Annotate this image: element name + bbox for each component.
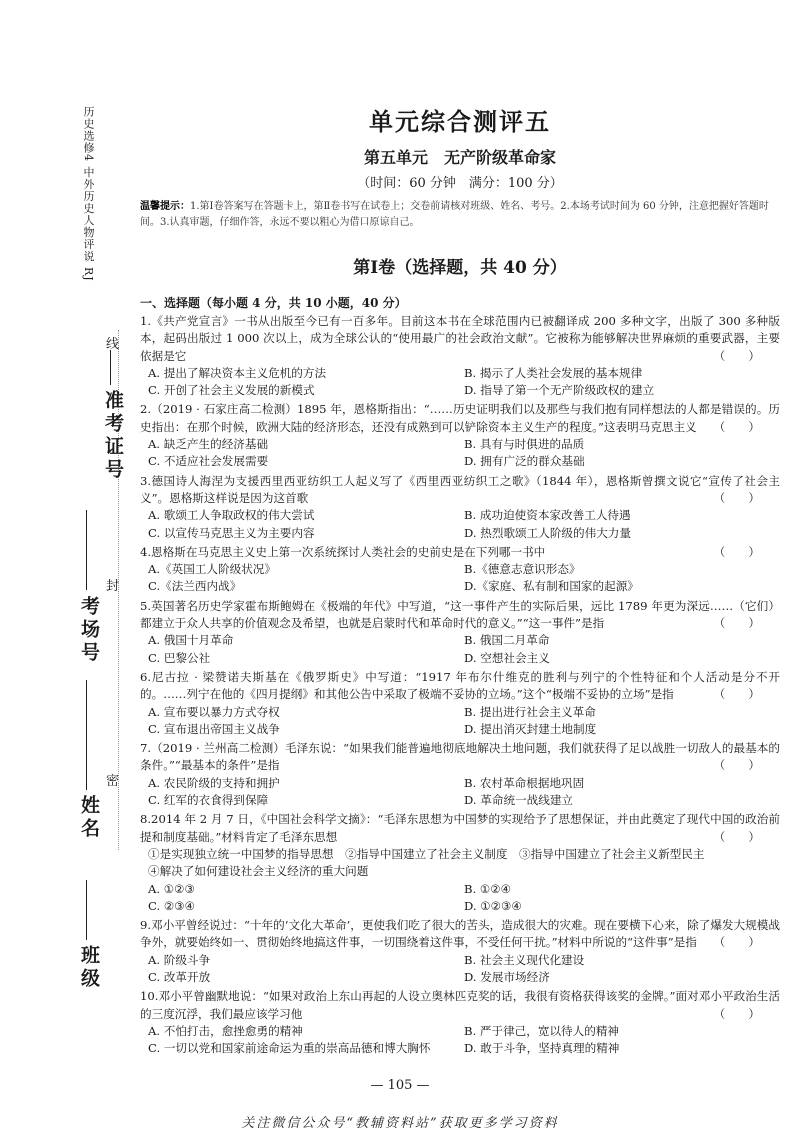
question-stem <box>140 811 780 846</box>
question-stem-text: 5.英国著名历史学家霍布斯鲍姆在《极端的年代》中写道，“这一事件产生的实际后果，远比 1789 年更为深远……（它们）都建立于众人共享的价值观念及希望，也就是启蒙时代和革命时代的意义。”“这一事件”是指 <box>140 598 780 631</box>
exam-room-blank[interactable] <box>86 510 87 590</box>
exam-room-label: 考场号 <box>78 596 100 665</box>
question-stem <box>140 740 780 775</box>
option-c[interactable]: C. 红军的衣食得到保障 <box>148 793 269 808</box>
question-1 <box>140 313 780 399</box>
option-a[interactable]: A. 缺乏产生的经济基础 <box>148 437 269 452</box>
question-stem-text: 3.德国诗人海涅为支援西里西亚纺织工人起义写了《西里西亚纺织工之歌》（1844 年），恩格斯曾撰文说它“宣传了社会主义”。恩格斯这样说是因为这首歌 <box>140 473 780 505</box>
option-b[interactable]: B. 社会主义现代化建设 <box>464 952 585 967</box>
exam-tips <box>140 199 780 231</box>
exam-title: 单元综合测评五 <box>369 107 551 136</box>
binding-sidebar <box>0 0 128 1138</box>
option-b[interactable]: B. 揭示了人类社会发展的基本规律 <box>464 365 643 380</box>
answer-paren[interactable]: （ ） <box>713 935 760 950</box>
question-options <box>140 704 780 739</box>
unit-subtitle: 第五单元 无产阶级革命家 <box>363 148 556 167</box>
question-stem <box>140 401 780 436</box>
exam-id-blank[interactable] <box>110 350 111 385</box>
question-options <box>140 632 780 667</box>
question-5 <box>140 598 780 667</box>
question-options <box>140 952 780 987</box>
answer-paren[interactable]: （ ） <box>713 616 760 631</box>
class-blank[interactable] <box>86 880 87 940</box>
question-6 <box>140 669 780 738</box>
option-d[interactable]: D. 敢于斗争，坚持真理的精神 <box>464 1041 620 1056</box>
question-stem <box>140 473 780 508</box>
question-stem-text: 1.《共产党宣言》一书从出版至今已有一百多年。目前这本书在全球范围内已被翻译成 200 多种文字，出版了 300 多种版本，起码出版过 1 000 次以上，成为全球公认的“使用最广的社会政治文献”。它被称为能够解决世界麻烦的重要武器，主要依据是它 <box>140 314 780 363</box>
part-label: 一、选择题（每小题 4 分，共 10 小题，40 分） <box>140 296 407 310</box>
question-stem-text: 7.（2019 · 兰州高二检测）毛泽东说：“如果我们能普遍地彻底地解决土地问题，我们就获得了足以战胜一切敌人的最基本的条件。”“最基本的条件”是指 <box>140 741 780 773</box>
option-a[interactable]: A. 俄国十月革命 <box>148 633 234 648</box>
question-4 <box>140 544 780 596</box>
option-b[interactable]: B. 俄国二月革命 <box>464 633 550 648</box>
option-c[interactable]: C. ②③④ <box>148 898 196 913</box>
answer-paren[interactable]: （ ） <box>713 490 760 505</box>
option-c[interactable]: C. 以宣传马克思主义为主要内容 <box>148 525 315 540</box>
option-b[interactable]: B.《德意志意识形态》 <box>464 562 581 577</box>
class-label: 班级 <box>78 945 100 991</box>
option-c[interactable]: C.《法兰西内战》 <box>148 579 242 594</box>
question-7 <box>140 740 780 809</box>
option-a[interactable]: A. 不怕打击，愈挫愈勇的精神 <box>148 1023 303 1038</box>
option-b[interactable]: B. 具有与时俱进的品质 <box>464 437 585 452</box>
question-10 <box>140 988 780 1057</box>
question-options <box>140 881 780 916</box>
student-name-label: 姓名 <box>78 795 100 841</box>
option-d[interactable]: D. 革命统一战线建立 <box>464 793 574 808</box>
question-stem-text: 10.邓小平曾幽默地说：“如果对政治上东山再起的人设立奥林匹克奖的话，我很有资格获得该奖的金牌。”面对邓小平政治生活的三度沉浮，我们最应该学习他 <box>140 989 780 1021</box>
option-c[interactable]: C. 宣布退出帝国主义战争 <box>148 721 280 736</box>
answer-paren[interactable]: （ ） <box>713 419 760 434</box>
option-c[interactable]: C. 改革开放 <box>148 969 211 984</box>
exam-content <box>140 102 780 1057</box>
book-series-label: 历史选修4 中外历史人物评说 RJ <box>82 106 95 282</box>
option-c[interactable]: C. 不适应社会发展需要 <box>148 454 269 469</box>
option-a[interactable]: A. 宣布要以暴力方式夺权 <box>148 704 280 719</box>
student-name-blank[interactable] <box>86 680 87 790</box>
seal-mark-mi: 密 <box>106 774 120 789</box>
tips-text: 1.第Ⅰ卷答案写在答题卡上，第Ⅱ卷书写在试卷上；交卷前请核对班级、姓名、考号。2.本场考试时间为 60 分钟，注意把握好答题时间。3.认真审题，仔细作答，永远不要以粗心为借口原谅自己。 <box>140 201 769 228</box>
option-d[interactable]: D. 提出消灭封建土地制度 <box>464 721 597 736</box>
option-a[interactable]: A. 阶级斗争 <box>148 952 211 967</box>
option-b[interactable]: B. 成功迫使资本家改善工人待遇 <box>464 508 631 523</box>
option-c[interactable]: C. 巴黎公社 <box>148 650 211 665</box>
option-a[interactable]: A. 提出了解决资本主义危机的方法 <box>148 365 327 380</box>
option-d[interactable]: D.《家庭、私有制和国家的起源》 <box>464 579 639 594</box>
question-list <box>140 313 780 1057</box>
option-b[interactable]: B. 农村革命根据地巩固 <box>464 775 585 790</box>
section-title: 第Ⅰ卷（选择题，共 40 分） <box>353 258 567 278</box>
question-9 <box>140 917 780 986</box>
question-stem <box>140 544 780 561</box>
statement-line: ①是实现独立统一中国梦的指导思想 ②指导中国建立了社会主义制度 ③指导中国建立了社会主义新型民主 <box>148 846 705 861</box>
question-options <box>140 561 780 596</box>
question-stem-text: 8.2014 年 2 月 7 日，《中国社会科学文摘》：“毛泽东思想为中国梦的实现给予了思想保证，并由此奠定了现代中国的政治前提和制度基础。”材料肯定了毛泽东思想 <box>140 812 780 844</box>
question-stem-text: 2.（2019 · 石家庄高二检测）1895 年，恩格斯指出：“……历史证明我们以及那些与我们抱有同样想法的人都是错误的。历史指出：在那个时候，欧洲大陆的经济形态，还没有成熟到可以铲除资本主义生产的程度。”这表明马克思主义 <box>140 402 780 434</box>
exam-id-label: 准考证号 <box>102 390 124 482</box>
question-options <box>140 1023 780 1058</box>
question-stem-text: 4.恩格斯在马克思主义史上第一次系统探讨人类社会的史前史是在下列哪一书中 <box>140 544 546 559</box>
option-d[interactable]: D. 空想社会主义 <box>464 650 550 665</box>
answer-paren[interactable]: （ ） <box>713 348 760 363</box>
option-a[interactable]: A. 农民阶级的支持和拥护 <box>148 775 280 790</box>
option-c[interactable]: C. 开创了社会主义发展的新模式 <box>148 383 315 398</box>
option-b[interactable]: B. 提出进行社会主义革命 <box>464 704 596 719</box>
footer-note: 关注微信公众号“教辅资料站”获取更多学习资料 <box>241 1116 559 1131</box>
question-stem <box>140 598 780 633</box>
seal-mark-feng: 封 <box>106 579 120 594</box>
question-options <box>140 775 780 810</box>
time-score-info: （时间：60 分钟 满分：100 分） <box>357 176 563 191</box>
answer-paren[interactable]: （ ） <box>713 829 760 844</box>
question-3 <box>140 473 780 542</box>
question-stem <box>140 313 780 365</box>
question-options <box>140 507 780 542</box>
seal-mark-xian: 线 <box>106 337 120 352</box>
question-stem-text: 6.尼古拉 · 梁赞诺夫斯基在《俄罗斯史》中写道：“1917 年布尔什维克的胜利与列宁的个性特征和个人活动是分不开的。……列宁在他的《四月提纲》和其他公告中采取了极端不妥协的立场。”这个“极端不妥协的立场”是指 <box>140 669 780 702</box>
answer-paren[interactable]: （ ） <box>713 687 760 702</box>
question-stem <box>140 917 780 952</box>
question-8 <box>140 811 780 915</box>
statement-line: ④解决了如何建设社会主义经济的重大问题 <box>148 864 369 879</box>
option-d[interactable]: D. ①②③④ <box>464 898 522 913</box>
option-a[interactable]: A. 歌颂工人争取政权的伟大尝试 <box>148 508 315 523</box>
answer-paren[interactable]: （ ） <box>713 758 760 773</box>
option-b[interactable]: B. ①②④ <box>464 881 512 896</box>
option-a[interactable]: A. ①②③ <box>148 881 195 896</box>
option-d[interactable]: D. 发展市场经济 <box>464 969 550 984</box>
answer-paren[interactable]: （ ） <box>713 544 760 559</box>
question-options <box>140 365 780 400</box>
question-2 <box>140 401 780 470</box>
question-options <box>140 436 780 471</box>
question-statements <box>140 846 780 881</box>
option-d[interactable]: D. 热烈歌颂工人阶级的伟大力量 <box>464 525 631 540</box>
question-stem <box>140 669 780 704</box>
option-b[interactable]: B. 严于律己，宽以待人的精神 <box>464 1023 620 1038</box>
tips-label: 温馨提示： <box>140 201 190 212</box>
option-d[interactable]: D. 指导了第一个无产阶级政权的建立 <box>464 383 655 398</box>
option-c[interactable]: C. 一切以党和国家前途命运为重的崇高品德和博大胸怀 <box>148 1041 431 1056</box>
page-number: — 105 — <box>370 1078 430 1093</box>
question-stem-text: 9.邓小平曾经说过：“十年的‘文化大革命’，更使我们吃了很大的苦头，造成很大的灾难。现在要横下心来，除了爆发大规模战争外，就要始终如一、贯彻始终地搞这件事，一切围绕着这件事，不受任何干扰。”材料中所说的“这件事”是指 <box>140 918 780 950</box>
answer-paren[interactable]: （ ） <box>713 1006 760 1021</box>
option-a[interactable]: A.《英国工人阶级状况》 <box>148 562 276 577</box>
option-d[interactable]: D. 拥有广泛的群众基础 <box>464 454 585 469</box>
question-stem <box>140 988 780 1023</box>
